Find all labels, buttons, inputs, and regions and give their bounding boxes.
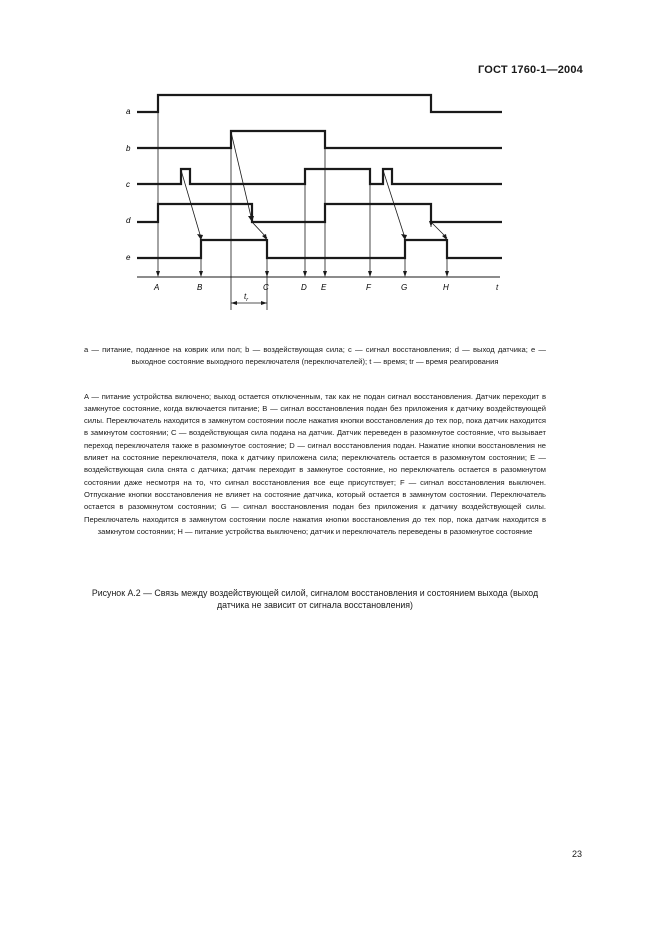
signal-label-e: e xyxy=(126,253,131,262)
description-text: A — питание устройства включено; выход остается отключенным, так как не подан сигнал восстановления. Датчик переходит в замкнутое состояние, когда включается питание; B — сигнал восстановления подан без приложения к датчику воздействующей силы. Переключатель находится в замкнутом состоянии после нажатия кнопки восстановления до тех пор, пока датчик находится в замкнутом состоянии; C — воздействующая сила подана на датчик. Датчик переведен в разомкнутое состояние, что вызывает переход переключателя также в разомкнутое состояние; D — сигнал восстановления подан. Нажатие кнопки восстановления не влияет на состояние переключателя, пока к датчику приложена сила; переключатель остается в разомкнутом состоянии; E — воздействующая сила снята с датчика; датчик переходит в замкнутое состояние, но переключатель остается в разомкнутом состоянии даже несмотря на то, что сигнал восстановления все еще присутствует; F — сигнал восстановления выключен. Отпускание кнопки восстановления не влияет на состояние датчика, который остается в замкнутом состоянии. Переключатель остается в разомкнутом состоянии; G — сигнал восстановления подан без приложения к датчику воздействующей силы. Переключатель находится в замкнутом состоянии после нажатия кнопки восстановления до тех пор, пока датчик находится в замкнутом состоянии; H — питание устройства выключено; датчик и переключатель переведены в разомкнутое состояние xyxy=(84,391,546,536)
signal-label-b: b xyxy=(126,144,131,153)
event-label-H: H xyxy=(443,283,449,292)
event-label-D: D xyxy=(301,283,307,292)
response-time-label: $t_r$ xyxy=(244,292,249,303)
event-markers xyxy=(158,95,447,310)
event-label-G: G xyxy=(401,283,408,292)
signal-label-a: a xyxy=(126,107,131,116)
event-label-E: E xyxy=(321,283,327,292)
signal-trace-a xyxy=(137,95,502,112)
figure-caption: Рисунок А.2 — Связь между воздействующей силой, сигналом восстановления и состоянием выхода (выход датчика не зависит от сигнала восстановления) xyxy=(91,587,539,611)
event-label-B: B xyxy=(197,283,203,292)
signal-label-d: d xyxy=(126,216,131,225)
event-label-A: A xyxy=(154,283,160,292)
page-header: ГОСТ 1760-1—2004 xyxy=(477,64,583,76)
signal-label-c: c xyxy=(126,180,130,189)
event-label-F: F xyxy=(366,283,371,292)
page-number: 23 xyxy=(571,849,582,859)
signal-trace-c xyxy=(137,169,502,184)
event-label-C: C xyxy=(263,283,269,292)
legend-text: a — питание, поданное на коврик или пол; b — воздействующая сила; c — сигнал восстановления; d — выход датчика; e — выходное состояние выходного переключателя (переключателей); t — время; tr — время реагирования xyxy=(84,344,546,366)
timing-diagram xyxy=(0,0,661,330)
signal-trace-b xyxy=(137,131,502,148)
event-label-t: t xyxy=(496,283,499,292)
